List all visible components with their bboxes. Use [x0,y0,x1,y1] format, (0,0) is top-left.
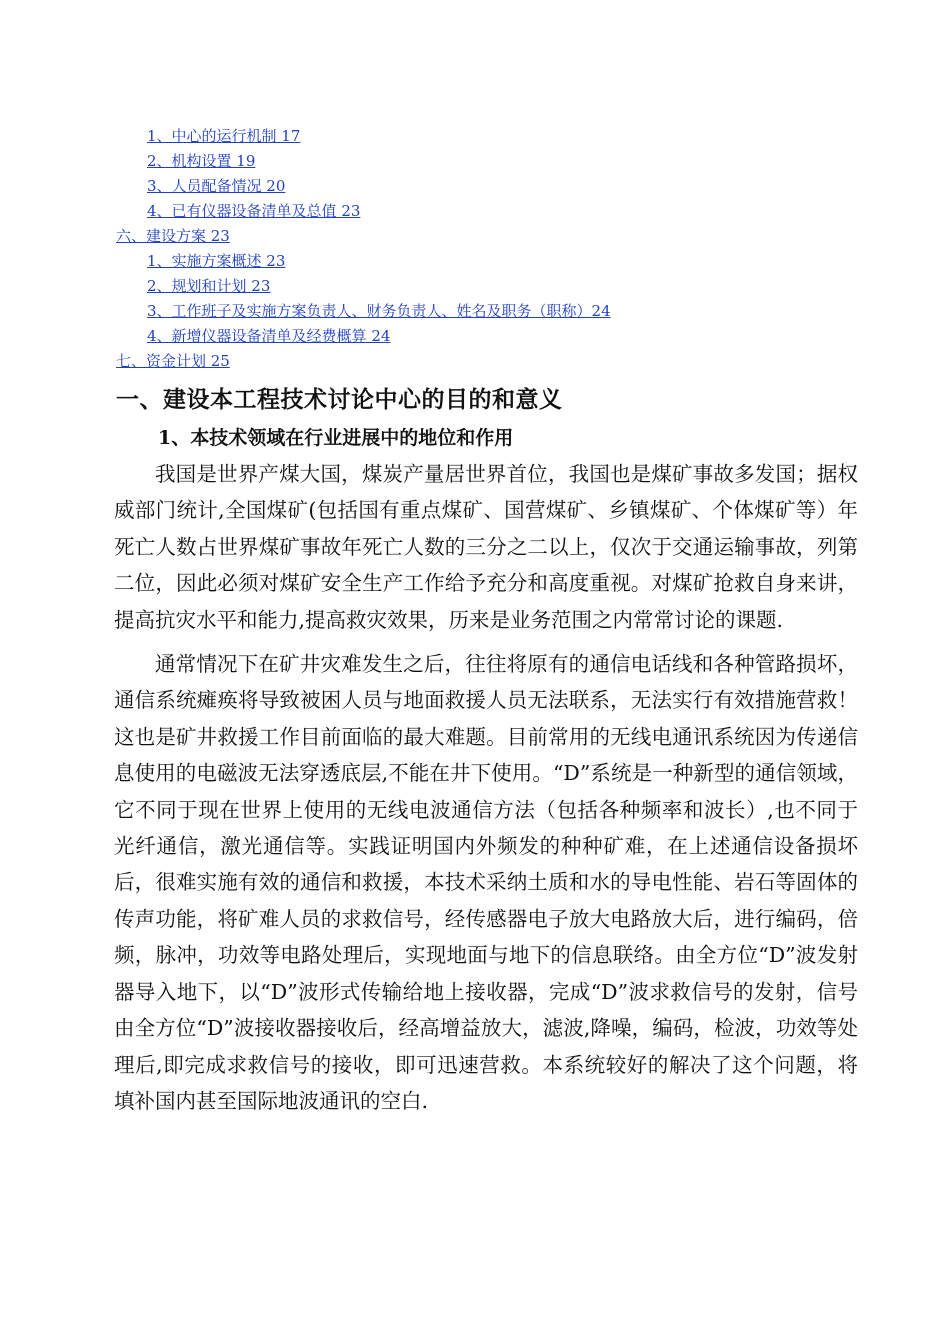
paragraph: 我国是世界产煤大国，煤炭产量居世界首位，我国也是煤矿事故多发国；据权威部门统计,全国煤矿(包括国有重点煤矿、国营煤矿、乡镇煤矿、个体煤矿等）年死亡人数占世界煤矿事故年死亡人数的三分之二以上，仅次于交通运输事故，列第二位，因此必须对煤矿安全生产工作给予充分和高度重视。对煤矿抢救自身来讲，提高抗灾水平和能力,提高救灾效果，历来是业务范围之内常常讨论的课题. [114,462,858,632]
table-of-contents [0,124,950,374]
section-heading: 一、建设本工程技术讨论中心的目的和意义 [116,386,563,413]
toc-link[interactable]: 3、人员配备情况 20 [147,177,286,195]
toc-link[interactable]: 2、机构设置 19 [147,152,256,170]
toc-link[interactable]: 3、工作班子及实施方案负责人、财务负责人、姓名及职务（职称）24 [147,302,611,320]
toc-link[interactable]: 1、实施方案概述 23 [147,252,286,270]
paragraph: 通常情况下在矿井灾难发生之后，往往将原有的通信电话线和各种管路损坏，通信系统瘫痪将导致被困人员与地面救援人员无法联系，无法实行有效措施营救！这也是矿井救援工作目前面临的最大难题。目前常用的无线电通讯系统因为传递信息使用的电磁波无法穿透底层,不能在井下使用。“D”系统是一种新型的通信领域，它不同于现在世界上使用的无线电波通信方法（包括各种频率和波长）,也不同于光纤通信，激光通信等。实践证明国内外频发的种种矿难，在上述通信设备损坏后，很难实施有效的通信和救援，本技术采纳土质和水的导电性能、岩石等固体的传声功能，将矿难人员的求救信号，经传感器电子放大电路放大后，进行编码，倍频，脉冲，功效等电路处理后，实现地面与地下的信息联络。由全方位“D”波发射器导入地下，以“D”波形式传输给地上接收器，完成“D”波求救信号的发射，信号由全方位“D”波接收器接收后，经高增益放大，滤波,降噪，编码，检波，功效等处理后,即完成求救信号的接收，即可迅速营救。本系统较好的解决了这个问题，将填补国内甚至国际地波通讯的空白. [114,652,858,1113]
toc-link[interactable]: 七、资金计划 25 [116,352,230,370]
toc-link[interactable]: 4、已有仪器设备清单及总值 23 [147,202,361,220]
toc-link[interactable]: 4、新增仪器设备清单及经费概算 24 [147,327,391,345]
body-text [114,456,858,1127]
toc-link[interactable]: 1、中心的运行机制 17 [147,127,301,145]
toc-link[interactable]: 2、规划和计划 23 [147,277,271,295]
toc-link[interactable]: 六、建设方案 23 [116,227,230,245]
subsection-heading: 1、本技术领域在行业进展中的地位和作用 [158,427,514,449]
